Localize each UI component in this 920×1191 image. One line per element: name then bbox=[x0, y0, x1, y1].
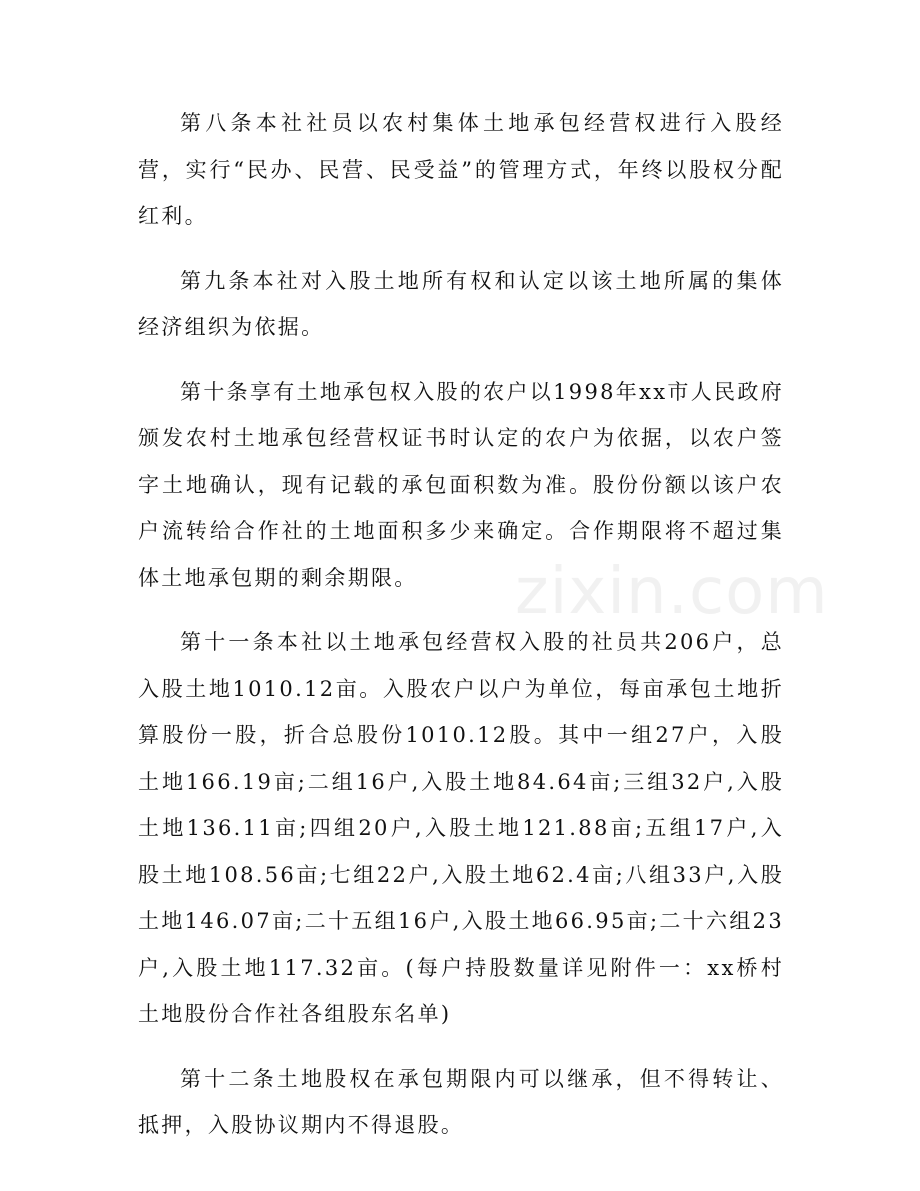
article-12-paragraph: 第十二条土地股权在承包期限内可以继承，但不得转让、抵押，入股协议期内不得退股。 bbox=[138, 1066, 784, 1137]
article-11-paragraph: 第十一条本社以土地承包经营权入股的社员共206户，总入股土地1010.12亩。入股农户以户为单位，每亩承包土地折算股份一股，折合总股份1010.12股。其中一组27户，入股土地166.19亩;二组16户,入股土地84.64亩;三组32户,入股土地136.11亩;四组20户,入股土地121.88亩;五组17户,入股土地108.56亩;七组22户,入股土地62.4亩;八组33户,入股土地146.07亩;二十五组16户,入股土地66.95亩;二十六组23户,入股土地117.32亩。(每户持股数量详见附件一：xx桥村土地股份合作社各组股东名单) bbox=[138, 630, 784, 1026]
document-body bbox=[138, 100, 784, 1167]
article-9-paragraph: 第九条本社对入股土地所有权和认定以该土地所属的集体经济组织为依据。 bbox=[138, 268, 784, 339]
watermark-text: zixin.com bbox=[515, 555, 829, 629]
article-10-paragraph: 第十条享有土地承包权入股的农户以1998年xx市人民政府颁发农村土地承包经营权证书时认定的农户为依据，以农户签字土地确认，现有记载的承包面积数为准。股份份额以该户农户流转给合作社的土地面积多少来确定。合作期限将不超过集体土地承包期的剩余期限。 bbox=[138, 379, 784, 590]
article-8-paragraph: 第八条本社社员以农村集体土地承包经营权进行入股经营，实行“民办、民营、民受益”的管理方式，年终以股权分配红利。 bbox=[138, 111, 784, 228]
